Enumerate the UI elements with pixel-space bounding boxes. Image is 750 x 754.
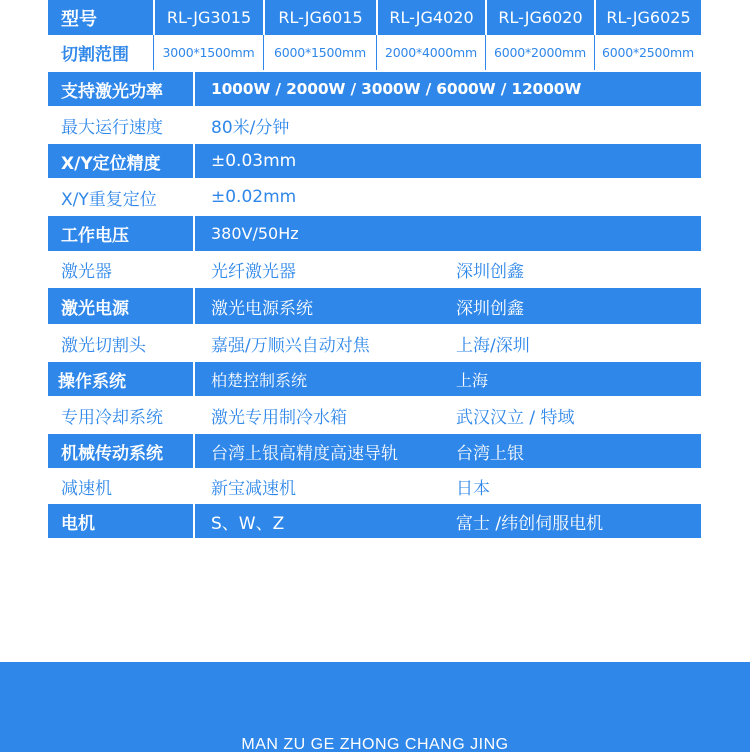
- range-value: 6000*1500mm: [263, 35, 376, 70]
- spec-value: 80米/分钟: [211, 117, 290, 138]
- spec-label: 减速机: [61, 478, 112, 499]
- spec-row: [48, 106, 701, 144]
- spec-label: 电机: [61, 513, 95, 534]
- spec-brand: 上海/深圳: [456, 335, 530, 356]
- spec-label: 激光器: [61, 262, 112, 282]
- model-label: 型号: [61, 8, 97, 30]
- spec-value: 380V/50Hz: [211, 224, 299, 243]
- spec-value: 激光专用制冷水箱: [211, 407, 347, 428]
- spec-brand: 深圳创鑫: [456, 262, 524, 282]
- model-name: RL-JG6015: [263, 0, 376, 35]
- spec-value: 柏楚控制系统: [211, 370, 308, 390]
- spec-row: [48, 434, 701, 468]
- model-name: RL-JG4020: [376, 0, 485, 35]
- spec-row: [48, 288, 701, 324]
- spec-row: [48, 144, 701, 178]
- model-name: RL-JG6020: [485, 0, 594, 35]
- range-value: 2000*4000mm: [376, 35, 485, 70]
- spec-value: 新宝减速机: [211, 478, 296, 499]
- spec-label: 激光电源: [61, 298, 129, 319]
- spec-label: 支持激光功率: [61, 81, 163, 102]
- spec-row: [48, 251, 701, 288]
- spec-label: 最大运行速度: [61, 117, 163, 138]
- footer-banner: [0, 662, 750, 752]
- range-row: [48, 35, 701, 70]
- spec-label: 激光切割头: [61, 335, 146, 356]
- range-value: 6000*2500mm: [594, 35, 701, 70]
- spec-label: 操作系统: [58, 371, 126, 392]
- spec-row: [48, 324, 701, 362]
- spec-value: ±0.03mm: [211, 151, 297, 171]
- model-name: RL-JG3015: [153, 0, 263, 35]
- spec-table: [48, 0, 701, 538]
- spec-brand: 台湾上银: [456, 443, 524, 464]
- spec-label: 机械传动系统: [61, 443, 163, 464]
- footer-text: MAN ZU GE ZHONG CHANG JING: [241, 736, 509, 753]
- range-label: 切割范围: [61, 45, 129, 65]
- spec-label: X/Y重复定位: [61, 189, 157, 210]
- model-row: [48, 0, 701, 35]
- spec-label: 工作电压: [61, 226, 129, 246]
- spec-value: 光纤激光器: [211, 262, 296, 282]
- spec-value: 1000W / 2000W / 3000W / 6000W / 12000W: [211, 80, 582, 98]
- range-value: 3000*1500mm: [153, 35, 263, 70]
- model-name: RL-JG6025: [594, 0, 701, 35]
- spec-brand: 日本: [456, 478, 490, 499]
- spec-value: 激光电源系统: [211, 298, 313, 319]
- spec-row: [48, 396, 701, 434]
- spec-value: 嘉强/万顺兴自动对焦: [211, 335, 370, 356]
- spec-row: [48, 216, 701, 251]
- spec-label: 专用冷却系统: [61, 407, 163, 428]
- spec-label: X/Y定位精度: [61, 153, 161, 174]
- range-value: 6000*2000mm: [485, 35, 594, 70]
- spec-brand: 武汉汉立 / 特域: [456, 407, 575, 428]
- spec-brand: 富士 /纬创伺服电机: [456, 513, 604, 534]
- spec-row: [48, 72, 701, 106]
- spec-value: S、W、Z: [211, 513, 285, 534]
- spec-value: 台湾上银高精度高速导轨: [211, 443, 398, 464]
- spec-row: [48, 362, 701, 396]
- spec-row: [48, 468, 701, 504]
- spec-row: [48, 504, 701, 538]
- spec-row: [48, 178, 701, 216]
- spec-brand: 上海: [456, 370, 489, 390]
- spec-brand: 深圳创鑫: [456, 298, 524, 319]
- spec-value: ±0.02mm: [211, 187, 297, 207]
